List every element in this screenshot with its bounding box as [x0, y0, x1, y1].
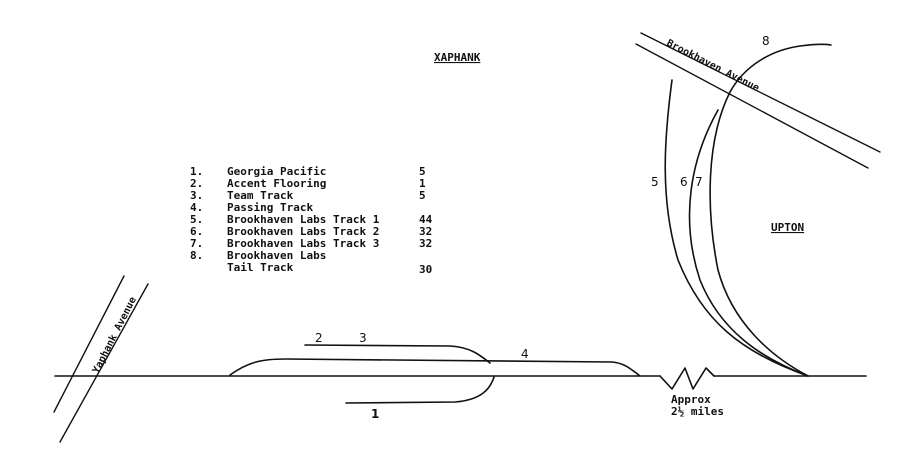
yaphank-avenue-label: Yaphank Avenue	[90, 295, 139, 376]
legend-number: 8.	[190, 249, 204, 262]
legend-number: 6.	[190, 225, 204, 238]
distance-note-line1: Approx	[671, 393, 711, 406]
legend-number: 3.	[190, 189, 204, 202]
legend-number: 5.	[190, 213, 204, 226]
legend-number: 7.	[190, 237, 204, 250]
track-1-spur	[346, 377, 494, 403]
track-7	[710, 92, 808, 376]
legend-name: Accent Flooring	[227, 177, 327, 190]
track-label-3: 3	[359, 331, 367, 345]
track-label-2: 2	[315, 331, 323, 345]
legend-name: Tail Track	[227, 261, 294, 274]
track-label-1: 1	[371, 407, 380, 421]
legend-value: 32	[419, 225, 433, 238]
track-4-passing	[230, 359, 640, 376]
legend-name: Team Track	[227, 189, 294, 202]
legend-value: 30	[419, 263, 433, 276]
legend-number: 2.	[190, 177, 204, 190]
legend-row	[190, 177, 426, 190]
main-line	[55, 368, 866, 389]
track-label-5: 5	[651, 175, 659, 189]
legend-value: 5	[419, 189, 426, 202]
track-label-7: 7	[695, 175, 703, 189]
legend-value: 44	[419, 213, 433, 226]
legend-name: Brookhaven Labs Track 2	[227, 225, 380, 238]
legend-number: 4.	[190, 201, 204, 214]
brookhaven-avenue-road	[636, 33, 880, 168]
legend-row	[227, 261, 432, 276]
legend-name: Brookhaven Labs Track 3	[227, 237, 380, 250]
distance-break-symbol	[660, 368, 714, 389]
legend-number: 1.	[190, 165, 204, 178]
title-upton: UPTON	[771, 221, 805, 234]
legend-name: Brookhaven Labs	[227, 249, 327, 262]
legend-value: 5	[419, 165, 426, 178]
track-label-8: 8	[762, 34, 770, 48]
legend-name: Brookhaven Labs Track 1	[227, 213, 380, 226]
brookhaven-avenue-edge-bottom	[636, 44, 868, 168]
legend-name: Georgia Pacific	[227, 165, 327, 178]
brookhaven-avenue-label: Brookhaven Avenue	[664, 37, 761, 95]
legend-name: Passing Track	[227, 201, 314, 214]
distance-note-line2: 2½ miles	[671, 405, 724, 418]
yaphank-avenue-road	[54, 276, 148, 442]
title-xaphank: XAPHANK	[434, 51, 481, 64]
track-label-6: 6	[680, 175, 688, 189]
legend-value: 32	[419, 237, 433, 250]
legend-value: 1	[419, 177, 426, 190]
track-6	[690, 110, 808, 376]
track-label-4: 4	[521, 347, 529, 361]
track-legend	[190, 165, 433, 276]
